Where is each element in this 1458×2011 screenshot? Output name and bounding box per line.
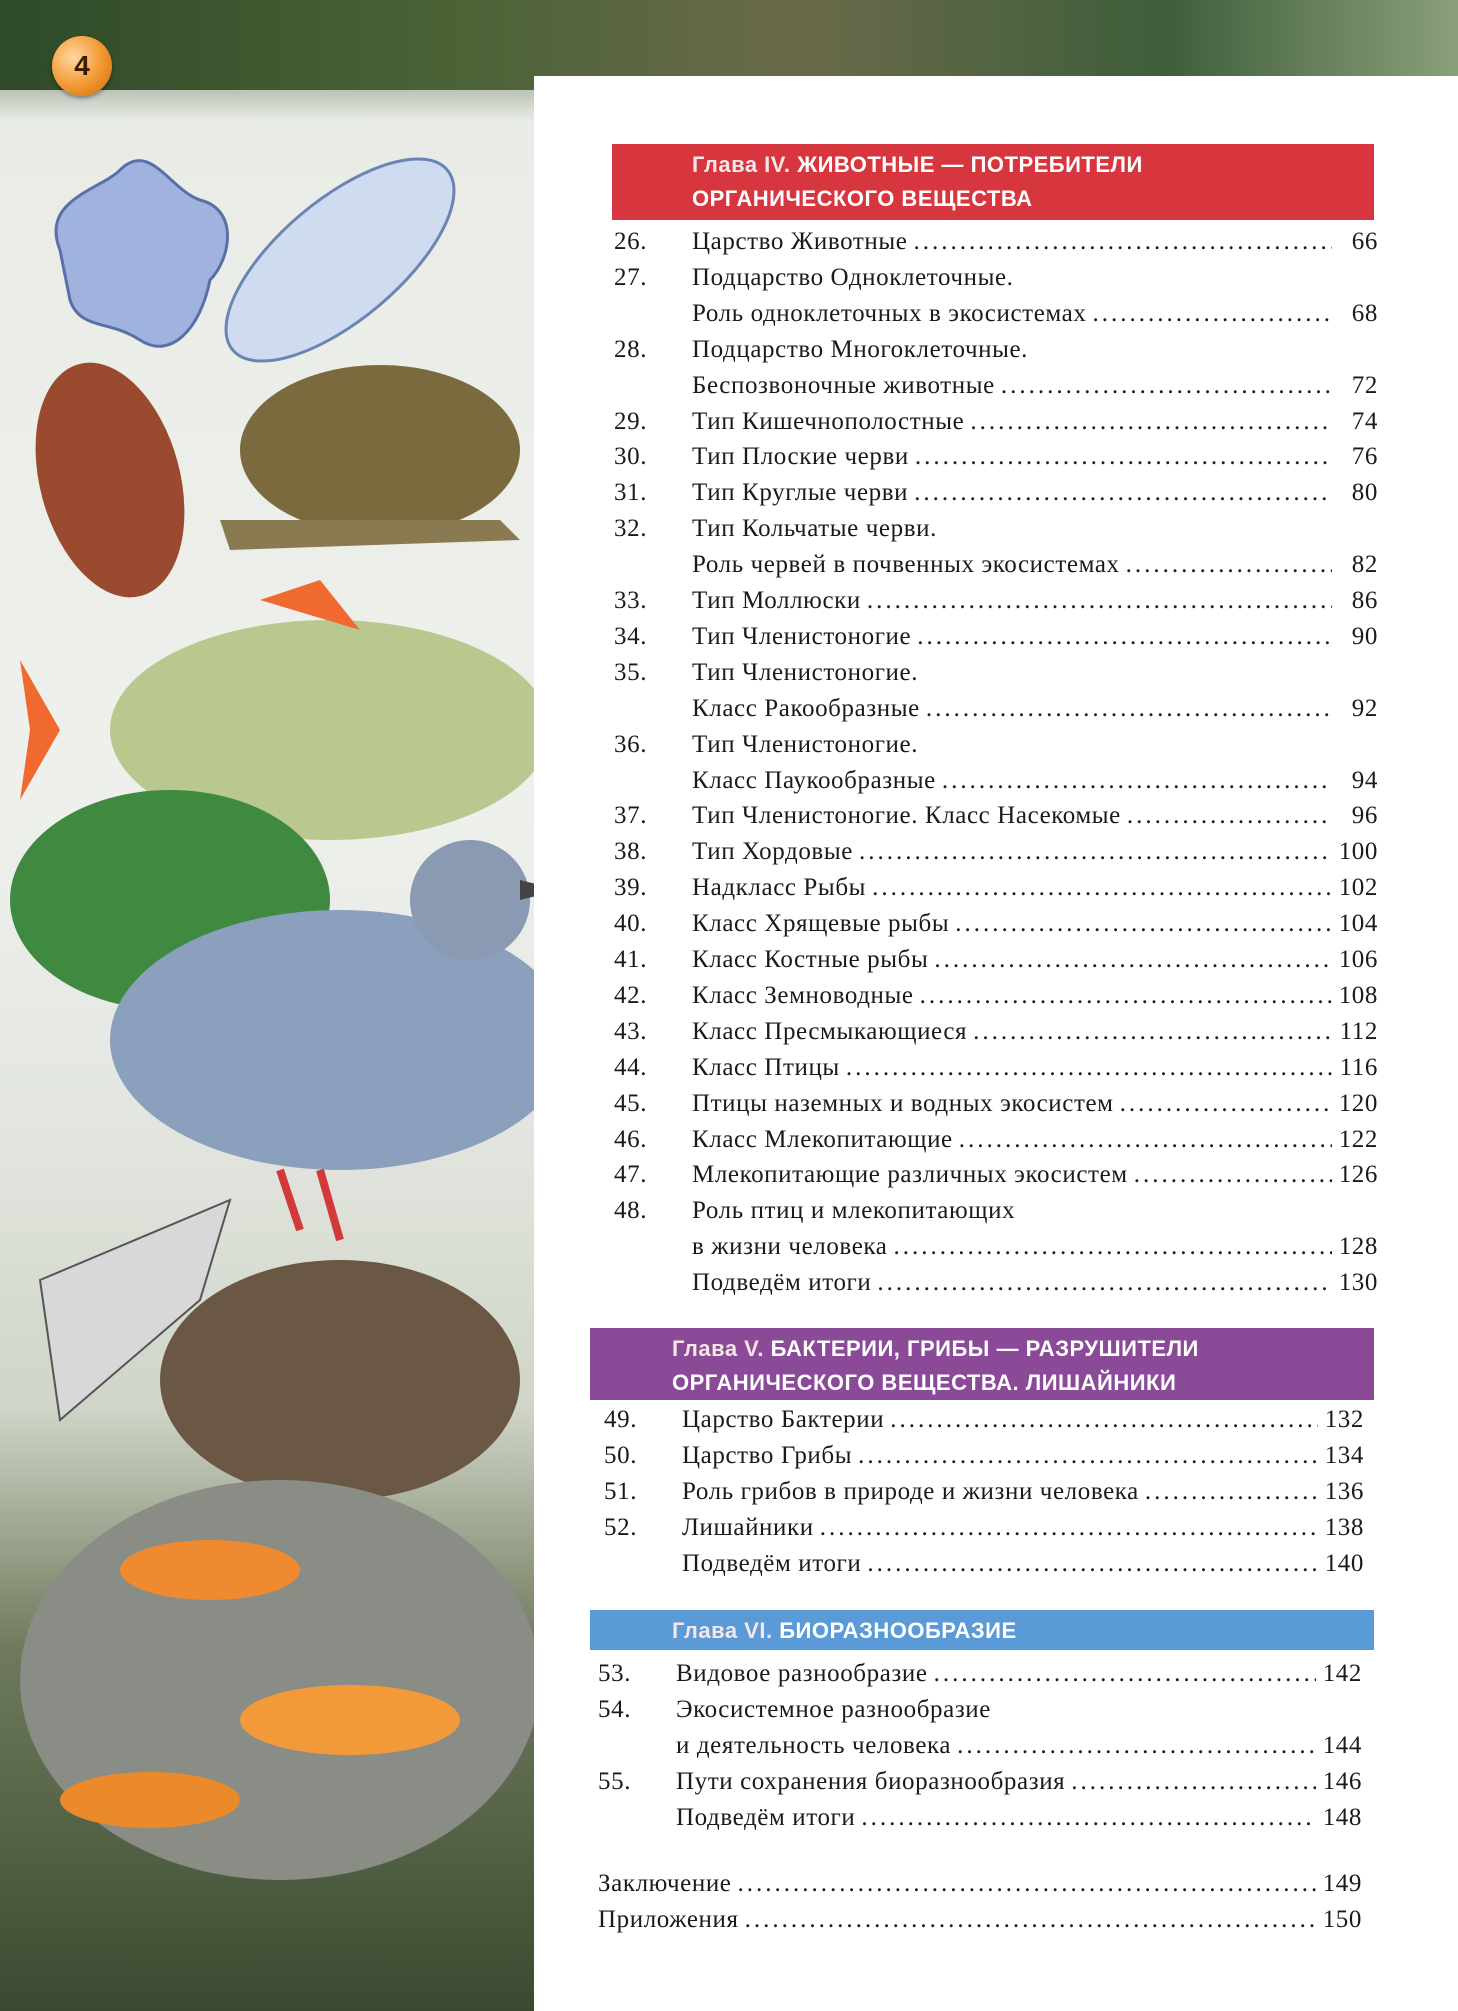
chapter-4-prefix: Глава IV. — [692, 152, 791, 177]
toc-item-page: 68 — [1351, 299, 1378, 327]
toc-row — [614, 655, 1378, 691]
toc-row — [614, 1086, 1378, 1122]
toc-item-title: Тип Кишечнополостные — [692, 407, 965, 435]
chapter-5-prefix: Глава V. — [672, 1336, 764, 1361]
toc-leader-dots — [917, 619, 1332, 655]
toc-item-page: 94 — [1351, 766, 1378, 794]
toc-row — [598, 1764, 1362, 1800]
toc-item-title: Птицы наземных и водных экосистем — [692, 1089, 1114, 1117]
toc-item-number: 34. — [614, 622, 648, 650]
toc-leader-dots — [858, 1438, 1318, 1474]
toc-row — [614, 404, 1378, 440]
toc-item-page: 66 — [1351, 228, 1378, 255]
toc-item-title: Класс Пресмыкающиеся — [692, 1017, 968, 1045]
toc-item-page: 72 — [1351, 371, 1378, 399]
toc-item-title: Роль грибов в природе и жизни человека — [682, 1477, 1139, 1505]
toc-item-number: 33. — [614, 587, 648, 614]
toc-item-number: 28. — [614, 335, 648, 363]
toc-row — [598, 1800, 1362, 1836]
toc-item-title: Тип Кольчатые черви. — [692, 515, 937, 543]
toc-item-page: 142 — [1322, 1660, 1362, 1687]
toc-item-page: 92 — [1351, 694, 1378, 722]
toc-leader-dots — [820, 1510, 1318, 1546]
chapter-5-title-line2: ОРГАНИЧЕСКОГО ВЕЩЕСТВА. ЛИШАЙНИКИ — [672, 1370, 1177, 1395]
toc-item-title: Подведём итоги — [676, 1803, 856, 1831]
toc-leader-dots — [934, 1656, 1316, 1692]
toc-item-title: Заключение — [598, 1870, 732, 1897]
toc-item-number: 53. — [598, 1660, 632, 1687]
toc-item-number: 36. — [614, 730, 648, 758]
chapter-4-header — [612, 144, 1374, 220]
toc-leader-dots — [934, 942, 1332, 978]
toc-row — [614, 727, 1378, 763]
toc-item-page: 149 — [1322, 1870, 1362, 1897]
toc-item-page: 108 — [1338, 981, 1378, 1009]
toc-leader-dots — [1126, 547, 1332, 583]
toc-item-title: Лишайники — [682, 1513, 814, 1541]
toc-item-page: 130 — [1338, 1269, 1378, 1297]
toc-row — [614, 296, 1378, 332]
toc-item-number: 48. — [614, 1197, 648, 1225]
toc-row — [604, 1402, 1364, 1438]
toc-leader-dots — [1134, 1157, 1332, 1193]
toc-item-page: 86 — [1351, 587, 1378, 614]
toc-item-page: 132 — [1324, 1406, 1364, 1433]
toc-item-page: 144 — [1322, 1731, 1362, 1759]
animals-illustration — [0, 0, 540, 2011]
toc-item-number: 50. — [604, 1441, 638, 1469]
toc-item-page: 106 — [1338, 946, 1378, 973]
toc-item-title: Класс Земноводные — [692, 981, 914, 1009]
toc-item-title: Тип Моллюски — [692, 587, 861, 614]
toc-row — [614, 547, 1378, 583]
toc-item-title: Тип Членистоногие — [692, 622, 912, 650]
toc-item-page: 140 — [1324, 1549, 1364, 1577]
toc-item-title: Класс Хрящевые рыбы — [692, 910, 950, 938]
toc-item-page: 120 — [1338, 1089, 1378, 1117]
toc-row — [598, 1866, 1362, 1902]
toc-leader-dots — [915, 439, 1332, 475]
toc-item-number: 27. — [614, 263, 648, 291]
toc-item-number: 29. — [614, 407, 648, 435]
toc-item-title: Видовое разнообразие — [676, 1660, 928, 1687]
toc-item-page: 100 — [1338, 838, 1378, 866]
toc-leader-dots — [867, 583, 1332, 619]
toc-item-number: 30. — [614, 443, 648, 471]
toc-item-number: 42. — [614, 981, 648, 1009]
toc-item-number: 47. — [614, 1161, 648, 1189]
toc-item-page: 102 — [1338, 874, 1378, 902]
toc-leader-dots — [959, 1122, 1332, 1158]
page-number-badge: 4 — [52, 36, 112, 96]
toc-item-title: Класс Млекопитающие — [692, 1125, 953, 1153]
chapter-6-header — [590, 1610, 1374, 1650]
toc-leader-dots — [957, 1728, 1316, 1764]
toc-row — [614, 1014, 1378, 1050]
toc-item-number: 31. — [614, 479, 648, 507]
toc-item-title: Надкласс Рыбы — [692, 874, 867, 902]
toc-row — [604, 1438, 1364, 1474]
toc-row — [614, 798, 1378, 834]
toc-leader-dots — [861, 1800, 1316, 1836]
toc-item-title: в жизни человека — [692, 1233, 888, 1261]
toc-row — [614, 1157, 1378, 1193]
toc-item-title: Подведём итоги — [692, 1269, 872, 1297]
toc-item-title: Царство Животные — [692, 228, 908, 255]
chapter-6-prefix: Глава VI. — [672, 1618, 773, 1643]
toc-row — [614, 368, 1378, 404]
toc-leader-dots — [970, 404, 1332, 440]
toc-item-page: 136 — [1324, 1477, 1364, 1505]
toc-item-title: Подведём итоги — [682, 1549, 862, 1577]
toc-item-page: 126 — [1338, 1161, 1378, 1189]
toc-leader-dots — [846, 1050, 1332, 1086]
chapter-4-title-line2: ОРГАНИЧЕСКОГО ВЕЩЕСТВА — [692, 186, 1033, 211]
toc-item-page: 96 — [1351, 802, 1378, 830]
toc-row — [598, 1902, 1362, 1938]
toc-leader-dots — [859, 834, 1332, 870]
toc-item-title: Подцарство Одноклеточные. — [692, 263, 1014, 291]
toc-leader-dots — [877, 1265, 1332, 1301]
toc-item-page: 146 — [1322, 1767, 1362, 1795]
toc-leader-dots — [973, 1014, 1332, 1050]
toc-leader-dots — [913, 224, 1332, 260]
toc-item-title: Тип Членистоногие. — [692, 730, 919, 758]
toc-item-number: 38. — [614, 838, 648, 866]
toc-item-title: Царство Бактерии — [682, 1406, 885, 1433]
toc-item-number: 32. — [614, 515, 648, 543]
toc-row — [614, 619, 1378, 655]
toc-row — [604, 1546, 1364, 1582]
toc-item-title: Класс Паукообразные — [692, 766, 936, 794]
toc-row — [614, 1122, 1378, 1158]
toc-item-page: 122 — [1338, 1125, 1378, 1153]
toc-item-number: 35. — [614, 658, 648, 686]
toc-leader-dots — [914, 475, 1332, 511]
toc-row — [614, 439, 1378, 475]
toc-item-title: Тип Хордовые — [692, 838, 853, 866]
toc-item-page: 150 — [1322, 1905, 1362, 1933]
toc-row — [614, 1229, 1378, 1265]
toc-item-number: 40. — [614, 910, 648, 938]
toc-item-page: 82 — [1351, 551, 1378, 579]
toc-leader-dots — [920, 978, 1332, 1014]
toc-row — [614, 260, 1378, 296]
chapter-5-title-line1: БАКТЕРИИ, ГРИБЫ — РАЗРУШИТЕЛИ — [770, 1336, 1199, 1361]
toc-item-number: 54. — [598, 1695, 632, 1723]
toc-item-title: Класс Костные рыбы — [692, 946, 929, 973]
toc-row — [598, 1656, 1362, 1692]
toc-item-page: 112 — [1339, 1017, 1378, 1045]
toc-item-number: 49. — [604, 1406, 638, 1433]
toc-row — [614, 834, 1378, 870]
toc-leader-dots — [745, 1902, 1316, 1938]
chapter-4-title-line1: ЖИВОТНЫЕ — ПОТРЕБИТЕЛИ — [797, 152, 1143, 177]
toc-item-title: Пути сохранения биоразнообразия — [676, 1767, 1066, 1795]
toc-row — [614, 475, 1378, 511]
toc-item-title: Подцарство Многоклеточные. — [692, 335, 1029, 363]
toc-item-title: Млекопитающие различных экосистем — [692, 1161, 1128, 1189]
toc-item-number: 43. — [614, 1017, 648, 1045]
toc-item-page: 148 — [1322, 1803, 1362, 1831]
toc-item-title: Роль червей в почвенных экосистемах — [692, 551, 1120, 579]
toc-item-page: 134 — [1324, 1441, 1364, 1469]
toc-item-number: 46. — [614, 1125, 648, 1153]
toc-item-page: 76 — [1351, 443, 1378, 471]
toc-leader-dots — [926, 691, 1332, 727]
toc-item-title: Царство Грибы — [682, 1441, 853, 1469]
toc-leader-dots — [872, 870, 1332, 906]
toc-item-title: Приложения — [598, 1905, 739, 1933]
toc-row — [598, 1728, 1362, 1764]
toc-leader-dots — [1127, 798, 1332, 834]
toc-item-number: 41. — [614, 946, 648, 973]
toc-leader-dots — [955, 906, 1332, 942]
toc-row — [614, 978, 1378, 1014]
toc-row — [614, 224, 1378, 260]
toc-item-title: Класс Птицы — [692, 1053, 840, 1081]
toc-row — [604, 1510, 1364, 1546]
toc-item-title: Роль одноклеточных в экосистемах — [692, 299, 1087, 327]
table-of-contents — [534, 76, 1458, 2011]
toc-leader-dots — [942, 763, 1332, 799]
toc-item-number: 44. — [614, 1053, 648, 1081]
toc-item-page: 138 — [1324, 1513, 1364, 1541]
toc-row — [614, 511, 1378, 547]
toc-row — [614, 1265, 1378, 1301]
toc-leader-dots — [1120, 1086, 1332, 1122]
toc-item-number: 39. — [614, 874, 648, 902]
toc-item-page: 74 — [1351, 407, 1378, 435]
toc-item-number: 51. — [604, 1477, 638, 1505]
toc-leader-dots — [890, 1402, 1318, 1438]
toc-item-title: Класс Ракообразные — [692, 694, 920, 722]
toc-row — [604, 1474, 1364, 1510]
toc-row — [614, 942, 1378, 978]
toc-row — [598, 1692, 1362, 1728]
toc-row — [614, 906, 1378, 942]
illustration-column — [0, 0, 540, 2011]
toc-item-title: Беспозвоночные животные — [692, 371, 995, 399]
toc-leader-dots — [1145, 1474, 1318, 1510]
toc-leader-dots — [1071, 1764, 1316, 1800]
toc-item-title: и деятельность человека — [676, 1731, 952, 1759]
toc-item-title: Экосистемное разнообразие — [676, 1695, 991, 1723]
toc-item-title: Тип Плоские черви — [692, 443, 909, 471]
toc-leader-dots — [893, 1229, 1332, 1265]
toc-row — [614, 583, 1378, 619]
toc-item-title: Тип Членистоногие. — [692, 658, 919, 686]
toc-leader-dots — [867, 1546, 1318, 1582]
toc-item-number: 26. — [614, 228, 648, 255]
toc-item-title: Роль птиц и млекопитающих — [692, 1197, 1016, 1225]
toc-row — [614, 1193, 1378, 1229]
toc-item-number: 55. — [598, 1767, 632, 1795]
toc-row — [614, 870, 1378, 906]
toc-item-number: 52. — [604, 1513, 638, 1541]
toc-item-number: 37. — [614, 802, 648, 830]
toc-item-title: Тип Членистоногие. Класс Насекомые — [692, 802, 1121, 830]
chapter-6-title-line1: БИОРАЗНООБРАЗИЕ — [779, 1618, 1017, 1643]
toc-item-page: 90 — [1351, 622, 1378, 650]
chapter-5-header — [590, 1328, 1374, 1400]
toc-leader-dots — [1092, 296, 1332, 332]
toc-row — [614, 1050, 1378, 1086]
toc-item-page: 116 — [1339, 1053, 1378, 1081]
toc-leader-dots — [738, 1866, 1317, 1902]
toc-item-number: 45. — [614, 1089, 648, 1117]
toc-item-title: Тип Круглые черви — [692, 479, 909, 507]
toc-item-page: 80 — [1351, 479, 1378, 507]
toc-leader-dots — [1001, 368, 1332, 404]
toc-row — [614, 332, 1378, 368]
toc-row — [614, 763, 1378, 799]
toc-row — [614, 691, 1378, 727]
toc-item-page: 104 — [1338, 910, 1378, 938]
toc-item-page: 128 — [1338, 1233, 1378, 1261]
